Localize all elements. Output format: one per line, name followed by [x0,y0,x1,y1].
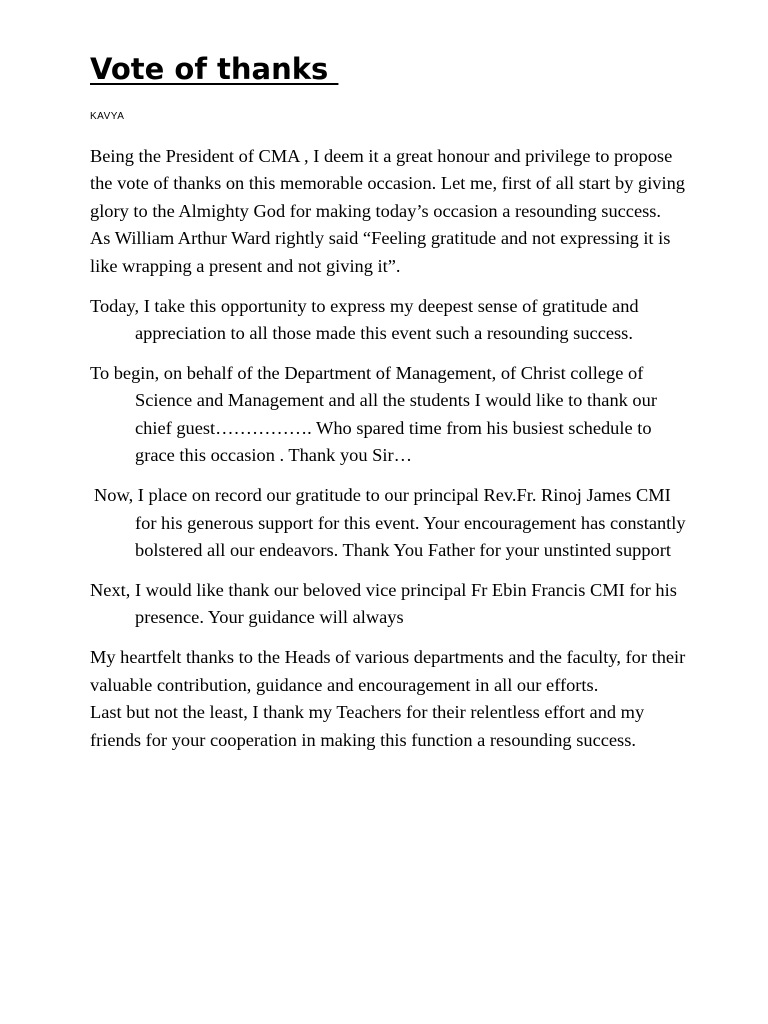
paragraph-teachers-friends: Last but not the least, I thank my Teachers for their relentless effort and my friends for your cooperation in making this function a resounding success. [90,702,645,750]
paragraph-faculty: My heartfelt thanks to the Heads of various departments and the faculty, for their valuable contribution, guidance and encouragement in all our efforts. [90,647,686,695]
paragraph-principal: Now, I place on record our gratitude to our principal Rev.Fr. Rinoj James CMI for his generous support for this event. Your encouragement has constantly bolstered all our endeavors. Thank You Father for your unstinted support [94,485,686,561]
paragraph-intro: Being the President of CMA , I deem it a great honour and privilege to propose the vote of thanks on this memorable occasion. Let me, first of all start by giving glory to the Almighty God for making today’s occasion a resounding success. [90,146,686,221]
paragraph-chief-guest: To begin, on behalf of the Department of Management, of Christ college of Science and Management and all the students I would like to thank our chief guest……………. Who spared time from his busiest schedule to grace this occasion . Thank you Sir… [90,363,657,466]
document-body [90,143,690,767]
author-name: KAVYA [90,111,125,122]
document-title: Vote of thanks [90,52,339,86]
paragraph-gratitude: Today, I take this opportunity to express my deepest sense of gratitude and appreciation to all those made this event such a resounding success. [90,295,639,344]
paragraph-quote: As William Arthur Ward rightly said “Feeling gratitude and not expressing it is like wrapping a present and not giving it”. [90,228,671,276]
paragraph-vice-principal: Next, I would like thank our beloved vice principal Fr Ebin Francis CMI for his presence. Your guidance will always [90,580,677,628]
